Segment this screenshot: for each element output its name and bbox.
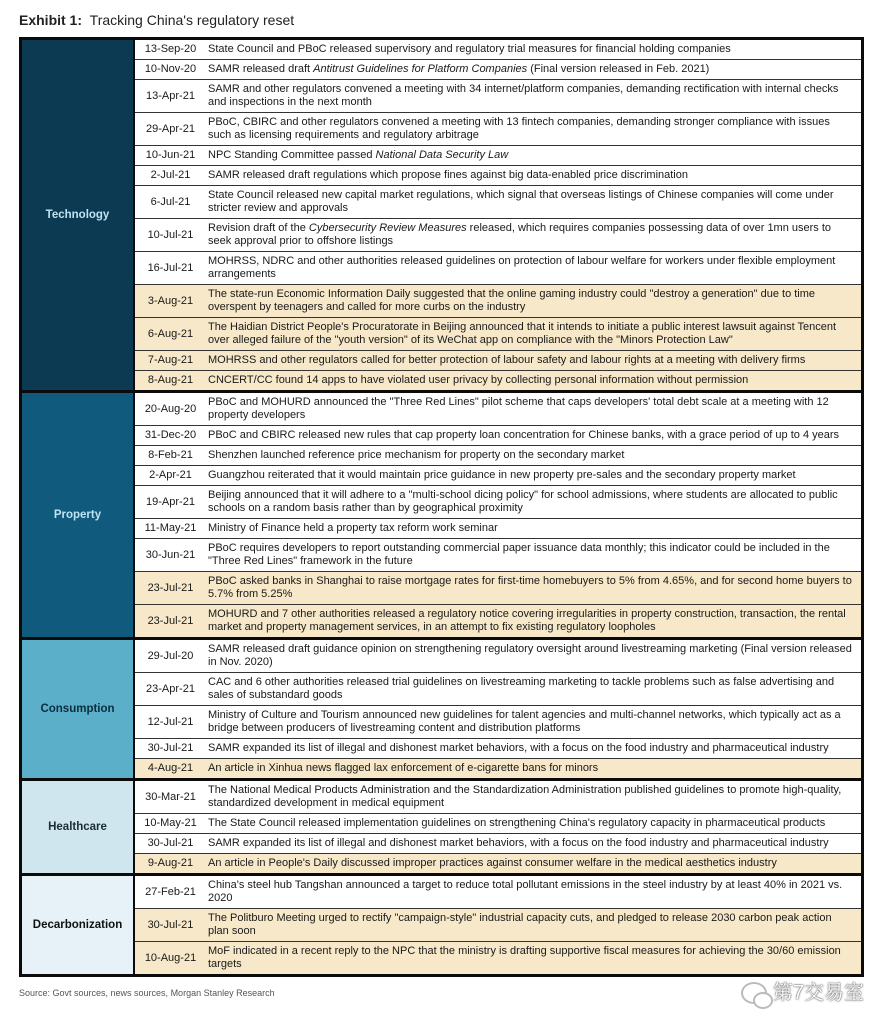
row-date: 10-Nov-20: [144, 63, 197, 75]
table-row: [135, 941, 861, 974]
row-description: The Politburo Meeting urged to rectify "campaign-style" industrial capacity cuts, and pledged to release 2030 carbon peak action plan soon: [208, 912, 832, 937]
row-date: 30-Jul-21: [147, 918, 194, 931]
row-date: 30-Jun-21: [145, 548, 196, 561]
row-date: 16-Jul-21: [147, 261, 194, 274]
watermark-text: 第7交易室: [772, 982, 864, 1004]
table-row: [135, 538, 861, 571]
row-description: CNCERT/CC found 14 apps to have violated user privacy by collecting personal information without permission: [208, 374, 749, 386]
row-description: Ministry of Culture and Tourism announced new guidelines for talent agencies and multi-channel networks, which typically act as a bridge between producers of livestreaming content and distribution platforms: [208, 709, 841, 734]
row-description: PBoC and MOHURD announced the "Three Red Lines" pilot scheme that caps developers' total debt scale at a meeting with 12 property developers: [208, 396, 829, 421]
table-row: [135, 465, 861, 485]
document-title: Antitrust Guidelines for Platform Companies: [313, 63, 528, 75]
row-date: 20-Aug-20: [144, 402, 197, 415]
row-description: SAMR released draft guidance opinion on strengthening regulatory oversight around livestreaming marketing (Final version released in Nov. 2020): [208, 643, 852, 668]
regulatory-table: [19, 37, 864, 977]
row-description: [206, 219, 861, 251]
row-description: An article in Xinhua news flagged lax enforcement of e-cigarette bans for minors: [208, 762, 599, 774]
table-row: [135, 833, 861, 853]
document-title: Cybersecurity Review Measures: [308, 222, 467, 234]
row-description: PBoC asked banks in Shanghai to raise mortgage rates for first-time homebuyers to 5% from 4.65%, and for second home buyers to 5.7% from 5.25%: [208, 575, 852, 600]
row-description: An article in People's Daily discussed improper practices against consumer welfare in the medical aesthetics industry: [208, 857, 777, 869]
row-date: 27-Feb-21: [145, 885, 196, 898]
section-consumption: [22, 637, 861, 778]
row-date: 13-Sep-20: [144, 43, 197, 55]
row-description: SAMR expanded its list of illegal and dishonest market behaviors, with a focus on the food industry and pharmaceutical industry: [208, 837, 829, 849]
table-row: [135, 350, 861, 370]
row-date: 7-Aug-21: [147, 354, 194, 366]
row-date: 2-Apr-21: [149, 469, 192, 481]
row-description: Shenzhen launched reference price mechanism for property on the secondary market: [208, 449, 625, 461]
table-row: [135, 781, 861, 813]
row-description: SAMR released draft regulations which propose fines against big data-enabled price discrimination: [208, 169, 688, 181]
row-date: 30-Jul-21: [147, 742, 194, 754]
row-date: 10-May-21: [144, 817, 197, 829]
row-date: 31-Dec-20: [144, 429, 197, 441]
row-description: [206, 60, 861, 79]
table-row: [135, 112, 861, 145]
table-row: [135, 185, 861, 218]
section-rows: [135, 876, 861, 974]
row-date: 30-Jul-21: [147, 837, 194, 849]
row-date: 29-Jul-20: [147, 649, 194, 662]
section-rows: [135, 40, 861, 390]
table-row: [135, 738, 861, 758]
row-date: 2-Jul-21: [150, 169, 191, 181]
description-text: released, which requires companies possessing data of over 1mn users to seek approval prior to offshore listings: [208, 222, 832, 247]
table-row: [135, 758, 861, 778]
category-label: Consumption: [22, 640, 135, 778]
row-date: 19-Apr-21: [146, 495, 195, 508]
table-row: [135, 425, 861, 445]
description-text: SAMR released draft: [208, 63, 314, 75]
row-date: 11-May-21: [144, 522, 197, 534]
exhibit-label: Exhibit 1:: [19, 12, 83, 28]
row-description: The Haidian District People's Procuratorate in Beijing announced that it intends to initiate a public interest lawsuit against Tencent over alleged failure of the "youth version" of its WeChat app on compliance with the "Minors Protection Law": [208, 321, 837, 346]
table-row: [135, 317, 861, 350]
category-label: Property: [22, 393, 135, 637]
table-row: [135, 518, 861, 538]
table-row: [135, 705, 861, 738]
row-description: Ministry of Finance held a property tax reform work seminar: [208, 522, 498, 534]
section-rows: [135, 640, 861, 778]
row-date: 10-Aug-21: [144, 951, 197, 964]
row-description: PBoC and CBIRC released new rules that cap property loan concentration for Chinese banks, with a grace period of up to 4 years: [208, 429, 840, 441]
table-row: [135, 908, 861, 941]
table-row: [135, 370, 861, 390]
row-description: The state-run Economic Information Daily suggested that the online gaming industry could "destroy a generation" due to time overspent by teenagers and called for more curbs on the industry: [208, 288, 816, 313]
table-row: [135, 393, 861, 425]
table-row: [135, 40, 861, 59]
category-label: Technology: [22, 40, 135, 390]
section-rows: [135, 393, 861, 637]
category-label: Healthcare: [22, 781, 135, 873]
exhibit-title-text: Tracking China's regulatory reset: [89, 12, 295, 28]
section-decarbonization: [22, 873, 861, 974]
wechat-icon: [741, 982, 767, 1004]
table-row: [135, 604, 861, 637]
row-date: 23-Jul-21: [147, 614, 194, 627]
table-row: [135, 251, 861, 284]
row-description: MOHURD and 7 other authorities released a regulatory notice covering irregularities in property construction, transaction, the rental market and property management services, in an attempt to fix existing regulatory loopholes: [208, 608, 846, 633]
section-healthcare: [22, 778, 861, 873]
table-row: [135, 876, 861, 908]
row-date: 23-Jul-21: [147, 581, 194, 594]
row-date: 10-Jun-21: [145, 149, 196, 161]
row-date: 23-Apr-21: [146, 682, 195, 695]
row-description: [206, 146, 861, 165]
source-note: Source: Govt sources, news sources, Morgan Stanley Research: [19, 988, 275, 998]
table-row: [135, 571, 861, 604]
row-description: The National Medical Products Administration and the Standardization Administration published guidelines to promote high-quality, standardized development in medical equipment: [208, 784, 842, 809]
row-description: PBoC, CBIRC and other regulators convened a meeting with 13 fintech companies, demanding stronger compliance with issues such as licensing requirements and regulatory arbitrage: [208, 116, 830, 141]
table-row: [135, 445, 861, 465]
section-technology: [22, 40, 861, 390]
table-row: [135, 853, 861, 873]
exhibit-title: [19, 11, 864, 29]
row-description: China's steel hub Tangshan announced a target to reduce total pollutant emissions in the steel industry by at least 40% in 2021 vs. 2020: [208, 879, 843, 904]
table-row: [135, 218, 861, 251]
row-description: MOHRSS, NDRC and other authorities released guidelines on protection of labour welfare for workers under flexible employment arrangements: [208, 255, 836, 280]
row-description: State Council released new capital market regulations, which signal that overseas listings of Chinese companies will come under stricter review and approvals: [208, 189, 834, 214]
row-description: SAMR and other regulators convened a meeting with 34 internet/platform companies, demanding rectification with internal checks and inspections in the next month: [208, 83, 839, 108]
row-date: 30-Mar-21: [145, 790, 196, 803]
description-text: Revision draft of the: [208, 222, 309, 234]
section-rows: [135, 781, 861, 873]
row-date: 29-Apr-21: [146, 122, 195, 135]
table-row: [135, 59, 861, 79]
table-row: [135, 485, 861, 518]
row-date: 4-Aug-21: [147, 762, 194, 774]
table-row: [135, 79, 861, 112]
row-date: 12-Jul-21: [147, 715, 194, 728]
table-row: [135, 813, 861, 833]
row-description: State Council and PBoC released supervisory and regulatory trial measures for financial holding companies: [208, 43, 731, 55]
row-date: 6-Jul-21: [150, 195, 191, 208]
row-date: 3-Aug-21: [147, 294, 194, 307]
table-row: [135, 145, 861, 165]
table-row: [135, 672, 861, 705]
table-row: [135, 165, 861, 185]
section-property: [22, 390, 861, 637]
row-description: PBoC requires developers to report outstanding commercial paper issuance data monthly; this indicator could be included in the "Three Red Lines" framework in the future: [208, 542, 830, 567]
row-date: 6-Aug-21: [147, 327, 194, 340]
row-date: 8-Aug-21: [147, 374, 194, 386]
row-date: 8-Feb-21: [148, 449, 193, 461]
row-description: MOHRSS and other regulators called for better protection of labour safety and labour rights at a meeting with delivery firms: [208, 354, 806, 366]
row-description: Beijing announced that it will adhere to a "multi-school dicing policy" for school admissions, where students are allocated to public schools on a random basis rather than by geographical proximity: [208, 489, 838, 514]
table-row: [135, 284, 861, 317]
description-text: NPC Standing Committee passed: [208, 149, 376, 161]
table-row: [135, 640, 861, 672]
row-date: 10-Jul-21: [147, 228, 194, 241]
document-title: National Data Security Law: [375, 149, 509, 161]
description-text: (Final version released in Feb. 2021): [527, 63, 710, 75]
row-description: SAMR expanded its list of illegal and dishonest market behaviors, with a focus on the food industry and pharmaceutical industry: [208, 742, 829, 754]
category-label: Decarbonization: [22, 876, 135, 974]
row-description: Guangzhou reiterated that it would maintain price guidance in new property pre-sales and the secondary property market: [208, 469, 796, 481]
row-description: CAC and 6 other authorities released trial guidelines on livestreaming marketing to tackle problems such as false advertising and sales of substandard goods: [208, 676, 835, 701]
row-description: The State Council released implementation guidelines on strengthening China's regulatory capacity in pharmaceutical products: [208, 817, 826, 829]
row-date: 9-Aug-21: [147, 857, 194, 869]
row-description: MoF indicated in a recent reply to the NPC that the ministry is drafting supportive fiscal measures for achieving the 30/60 emission targets: [208, 945, 841, 970]
row-date: 13-Apr-21: [146, 89, 195, 102]
